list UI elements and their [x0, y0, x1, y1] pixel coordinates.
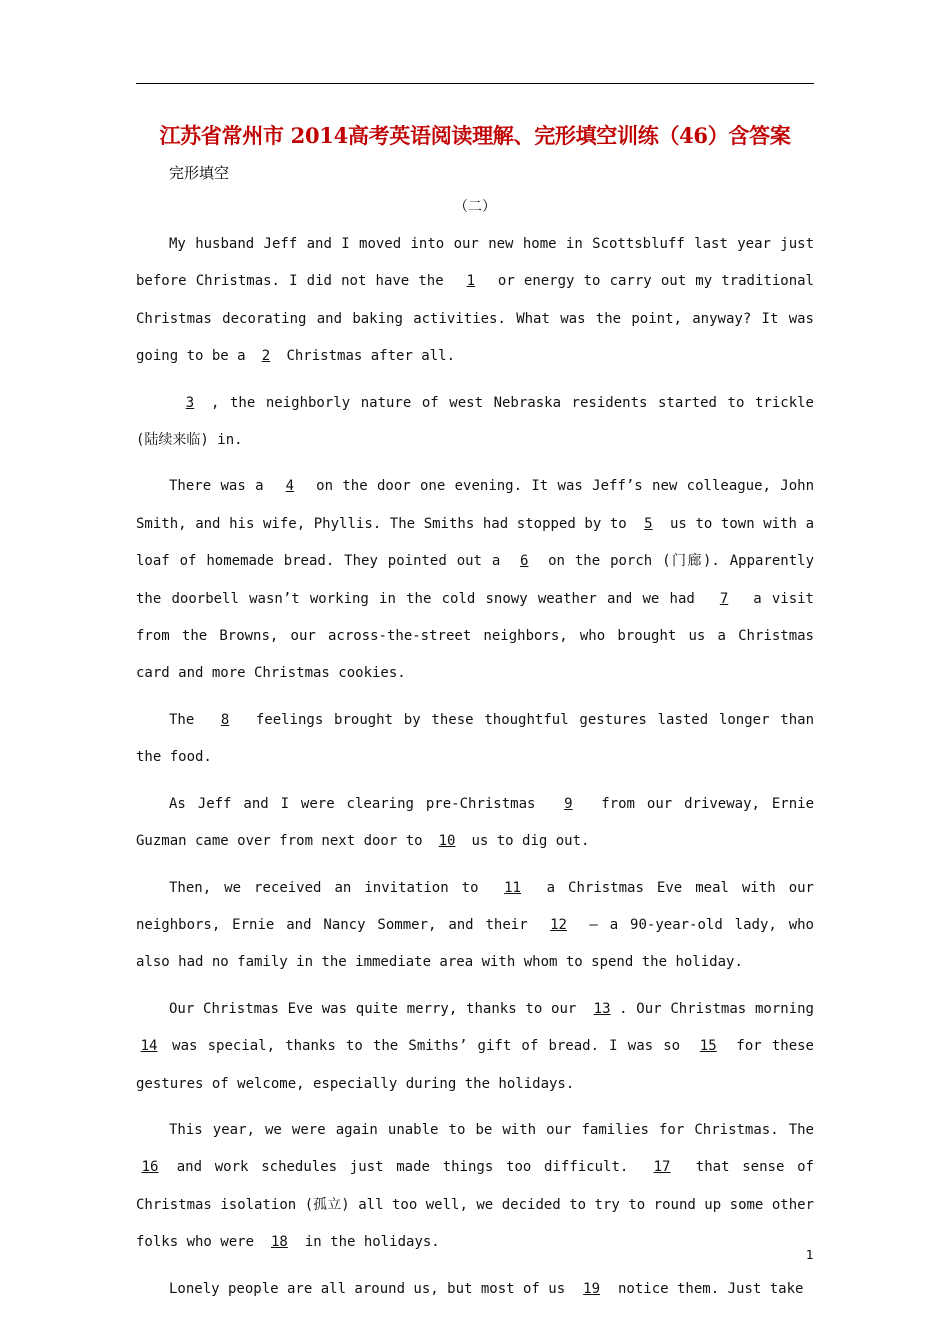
- paragraph-text: There was a: [169, 478, 273, 495]
- section-heading: 完形填空: [169, 164, 230, 182]
- blank-11: 11: [504, 879, 521, 896]
- paragraph-text: or energy to carry out my traditional Christmas decorating and baking activities. What was the point, anyway? It was going to be a: [136, 273, 814, 365]
- paragraph-text: . Our Christmas morning: [619, 1000, 814, 1017]
- paragraph-text: from our driveway, Ernie Guzman came over from next door to: [136, 795, 814, 850]
- paragraph-8: [136, 1112, 814, 1262]
- blank-16: 16: [141, 1159, 159, 1176]
- passage: [136, 226, 814, 1317]
- paragraph-text: us to town with a loaf of homemade bread. They pointed out a: [136, 515, 815, 570]
- part-heading: （二）: [454, 199, 496, 215]
- blank-1: 1: [466, 273, 475, 290]
- paragraph-text: This year, we were again unable to be with our families for Christmas. The: [169, 1121, 814, 1138]
- page-number: 1: [806, 1248, 814, 1262]
- blank-13: 13: [593, 1000, 611, 1017]
- header-rule: [136, 83, 814, 84]
- paragraph-5: [136, 786, 814, 861]
- paragraph-4: [136, 702, 814, 777]
- paragraph-text: Then, we received an invitation to: [169, 879, 492, 896]
- paragraph-text: on the door one evening. It was Jeff’s new colleague, John Smith, and his wife, Phyllis. The Smiths had stopped by to: [136, 478, 814, 532]
- paragraph-text: and work schedules just made things too difficult.: [164, 1159, 642, 1176]
- paragraph-text: Lonely people are all around us, but most of us: [169, 1280, 574, 1297]
- blank-2: 2: [261, 348, 271, 365]
- blank-9: 9: [564, 795, 573, 812]
- paragraph-text: on the porch (门廊). Apparently the doorbell wasn’t working in the cold snowy weather and we had: [136, 553, 814, 607]
- blank-15: 15: [699, 1038, 717, 1055]
- paragraph-text: Christmas after all.: [278, 348, 456, 365]
- paragraph-1: [136, 226, 814, 376]
- paragraph-text: notice them. Just take: [609, 1280, 804, 1297]
- blank-3: 3: [185, 394, 195, 411]
- paragraph-text: in the holidays.: [296, 1234, 440, 1251]
- paragraph-text: for these gestures of welcome, especially during the holidays.: [136, 1038, 814, 1092]
- paragraph-text: was special, thanks to the Smiths’ gift of bread. I was so: [162, 1038, 691, 1055]
- paragraph-7: [136, 991, 814, 1103]
- blank-18: 18: [271, 1234, 288, 1251]
- blank-12: 12: [550, 916, 567, 933]
- paragraph-text: My husband Jeff and I moved into our new home in Scottsbluff last year just before Christmas. I did not have the: [136, 236, 814, 290]
- paragraph-2: [136, 385, 814, 460]
- paragraph-text: a Christmas Eve meal with our neighbors, Ernie and Nancy Sommer, and their: [136, 879, 814, 933]
- blank-5: 5: [644, 515, 653, 532]
- blank-6: 6: [520, 553, 529, 570]
- paragraph-text: The: [169, 711, 206, 728]
- paragraph-9: [136, 1271, 814, 1308]
- paragraph-text: us to dig out.: [463, 833, 590, 850]
- blank-7: 7: [719, 590, 729, 607]
- paragraph-text: Our Christmas Eve was quite merry, thanks to our: [169, 1000, 586, 1017]
- blank-8: 8: [220, 711, 230, 728]
- paragraph-6: [136, 870, 814, 982]
- paragraph-text: , the neighborly nature of west Nebraska residents started to trickle (陆续来临) in.: [136, 394, 814, 449]
- document-title: 江苏省常州市 2014高考英语阅读理解、完形填空训练（46）含答案: [159, 123, 791, 148]
- paragraph-text: — a 90-year-old lady, who also had no family in the immediate area with whom to spend the holiday.: [136, 916, 814, 971]
- paragraph-3: [136, 468, 814, 692]
- paragraph-text: As Jeff and I were clearing pre-Christmas: [169, 795, 548, 812]
- blank-10: 10: [438, 833, 456, 850]
- paragraph-text: feelings brought by these thoughtful gestures lasted longer than the food.: [136, 711, 814, 766]
- blank-17: 17: [653, 1159, 671, 1176]
- paragraph-text: that sense of Christmas isolation (孤立) all too well, we decided to try to round up some other folks who were: [136, 1159, 814, 1251]
- blank-14: 14: [140, 1038, 158, 1055]
- blank-19: 19: [583, 1280, 600, 1297]
- paragraph-text: a visit from the Browns, our across-the-street neighbors, who brought us a Christmas card and more Christmas cookies.: [136, 590, 814, 682]
- blank-4: 4: [285, 478, 295, 495]
